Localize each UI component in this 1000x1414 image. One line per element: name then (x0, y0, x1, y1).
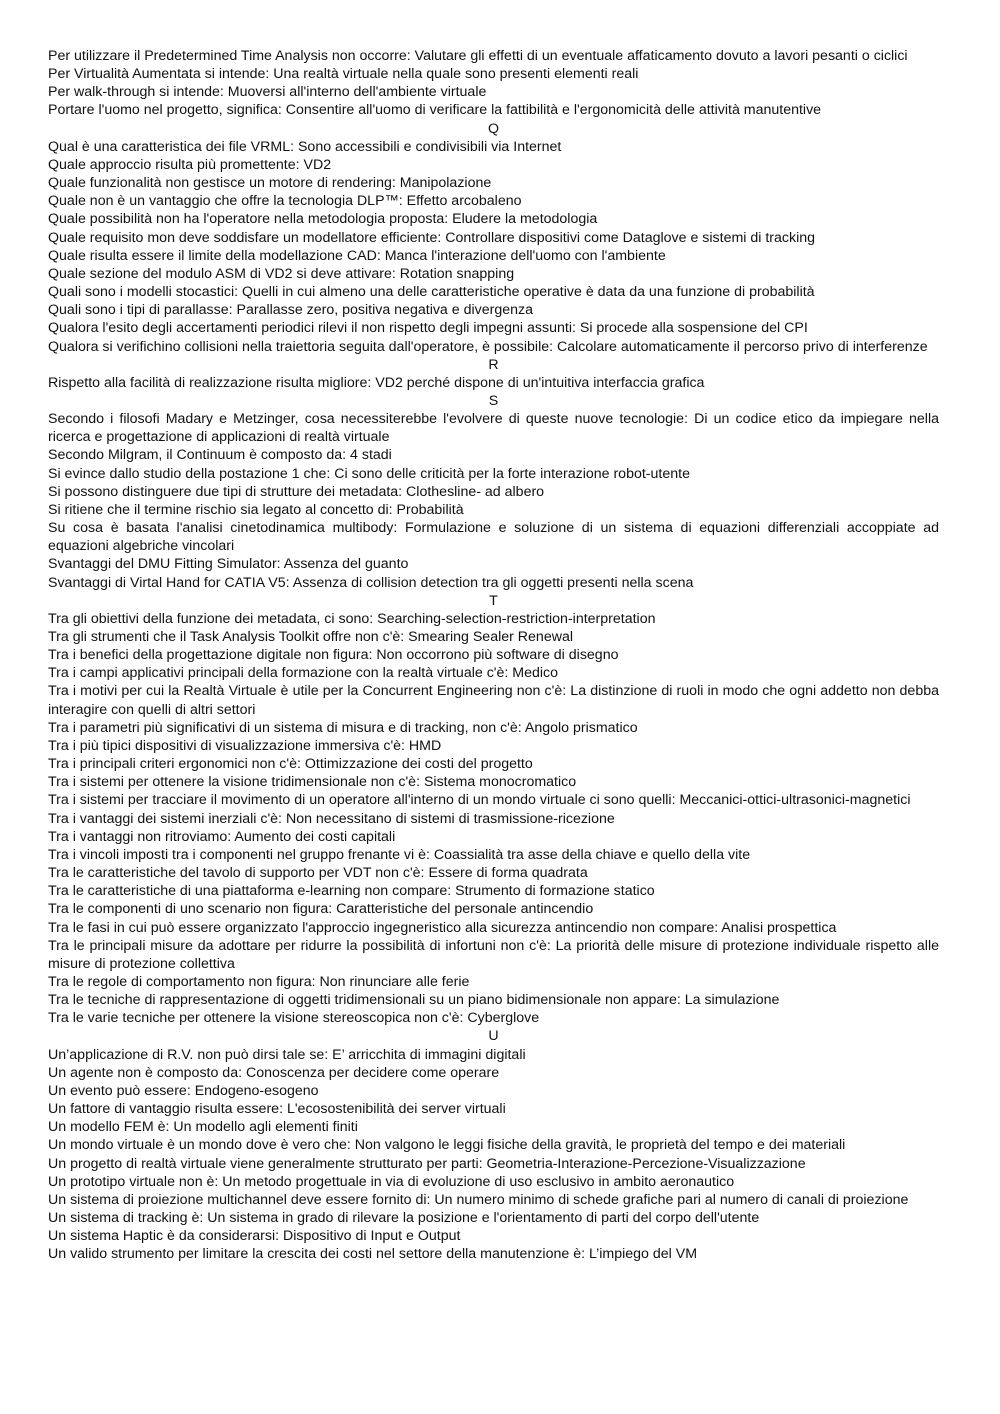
qa-entry: Si ritiene che il termine rischio sia legato al concetto di: Probabilità (48, 501, 464, 518)
qa-entry: Tra i vantaggi dei sistemi inerziali c'è: Non necessitano di sistemi di trasmissione-ricezione (48, 810, 615, 827)
qa-entry: Quali sono i modelli stocastici: Quelli in cui almeno una delle caratteristiche operative è data da una funzione di probabilità (48, 284, 815, 301)
qa-entry: Tra i vincoli imposti tra i componenti nel gruppo frenante vi è: Coassialità tra asse della chiave e quello della vite (48, 846, 751, 863)
document-body (48, 47, 939, 1263)
qa-entry: Tra le caratteristiche di una piattaforma e-learning non compare: Strumento di formazione statico (48, 883, 655, 900)
qa-entry: Un progetto di realtà virtuale viene generalmente strutturato per parti: Geometria-Interazione-Percezione-Visualizzazione (48, 1155, 806, 1172)
qa-entry: Secondo Milgram, il Continuum è composto da: 4 stadi (48, 447, 392, 464)
qa-entry: Tra i principali criteri ergonomici non c'è: Ottimizzazione dei costi del progetto (48, 756, 533, 773)
qa-entry: Quale requisito mon deve soddisfare un modellatore efficiente: Controllare dispositivi come Dataglove e sistemi di tracking (48, 229, 816, 246)
qa-entry: Tra i sistemi per ottenere la visione tridimensionale non c'è: Sistema monocromatico (48, 774, 577, 791)
qa-entry: Quale possibilità non ha l'operatore nella metodologia proposta: Eludere la metodologia (48, 211, 598, 228)
qa-entry: Per utilizzare il Predetermined Time Analysis non occorre: Valutare gli effetti di un eventuale affaticamento dovuto a lavori pesanti o ciclici (48, 48, 908, 64)
qa-entry: Rispetto alla facilità di realizzazione risulta migliore: VD2 perché dispone di un'intuitiva interfaccia grafica (48, 374, 705, 391)
qa-entry: Un’applicazione di R.V. non può dirsi tale se: E’ arricchita di immagini digitali (48, 1046, 526, 1063)
qa-entry: Quale approccio risulta più promettente: VD2 (48, 156, 332, 173)
qa-entry: Un sistema di proiezione multichannel deve essere fornito di: Un numero minimo di schede grafiche pari al numero di canali di proiezione (48, 1191, 909, 1208)
qa-entry: Tra i più tipici dispositivi di visualizzazione immersiva c'è: HMD (48, 737, 442, 754)
qa-entry: Svantaggi di Virtal Hand for CATIA V5: Assenza di collision detection tra gli oggetti presenti nella scena (48, 574, 694, 591)
qa-entry: Tra le varie tecniche per ottenere la visione stereoscopica non c'è: Cyberglove (48, 1010, 540, 1027)
qa-entry: Tra i parametri più significativi di un sistema di misura e di tracking, non c'è: Angolo prismatico (48, 719, 638, 736)
qa-entry: Qual è una caratteristica dei file VRML: Sono accessibili e condivisibili via Internet (48, 138, 562, 155)
qa-entry: Tra le caratteristiche del tavolo di supporto per VDT non c'è: Essere di forma quadrata (48, 865, 588, 882)
qa-entry: Secondo i filosofi Madary e Metzinger, cosa necessiterebbe l'evolvere di queste nuove tecnologie: Di un codice etico da impiegare nella ricerca e progettazione di applicazioni di realtà virtuale (48, 411, 939, 446)
qa-entry: Un sistema di tracking è: Un sistema in grado di rilevare la posizione e l'orientamento di parti del corpo dell'utente (48, 1210, 760, 1226)
qa-entry: Un evento può essere: Endogeno-esogeno (48, 1082, 319, 1099)
qa-entry: Si possono distinguere due tipi di strutture dei metadata: Clothesline- ad albero (48, 483, 545, 500)
section-letter: T (489, 592, 498, 609)
qa-entry: Portare l'uomo nel progetto, significa: Consentire all'uomo di verificare la fattibilità e l'ergonomicità delle attività manutentive (48, 102, 822, 119)
qa-entry: Un agente non è composto da: Conoscenza per decidere come operare (48, 1064, 500, 1081)
qa-entry: Tra i sistemi per tracciare il movimento di un operatore all'interno di un mondo virtuale ci sono quelli: Meccanici-ottici-ultrasonici-magnetici (48, 792, 911, 809)
qa-entry: Svantaggi del DMU Fitting Simulator: Assenza del guanto (48, 556, 409, 573)
qa-entry: Qualora l'esito degli accertamenti periodici rilevi il non rispetto degli impegni assunti: Si procede alla sospensione del CPI (48, 320, 808, 337)
qa-entry: Quale funzionalità non gestisce un motore di rendering: Manipolazione (48, 175, 492, 192)
qa-entry: Un prototipo virtuale non è: Un metodo progettuale in via di evoluzione di uso esclusivo in ambito aeronautico (48, 1173, 735, 1190)
section-letter: R (488, 356, 499, 373)
qa-entry: Quale risulta essere il limite della modellazione CAD: Manca l'interazione dell'uomo con l'ambiente (48, 247, 666, 264)
qa-entry: Per Virtualità Aumentata si intende: Una realtà virtuale nella quale sono presenti elementi reali (48, 66, 639, 83)
qa-entry: Per walk-through si intende: Muoversi all'interno dell'ambiente virtuale (48, 84, 487, 101)
qa-entry: Tra gli obiettivi della funzione dei metadata, ci sono: Searching-selection-restriction-interpretation (48, 610, 656, 627)
section-letter: U (488, 1028, 499, 1045)
qa-entry: Un mondo virtuale è un mondo dove è vero che: Non valgono le leggi fisiche della gravità, le proprietà del tempo e dei materiali (48, 1137, 846, 1154)
qa-entry: Un modello FEM è: Un modello agli elementi finiti (48, 1119, 358, 1136)
qa-entry: Tra i campi applicativi principali della formazione con la realtà virtuale c'è: Medico (48, 665, 559, 682)
qa-entry: Tra le componenti di uno scenario non figura: Caratteristiche del personale antincendio (48, 901, 594, 918)
qa-entry: Tra le regole di comportamento non figura: Non rinunciare alle ferie (48, 973, 470, 990)
qa-entry: Si evince dallo studio della postazione 1 che: Ci sono delle criticità per la forte interazione robot-utente (48, 465, 690, 482)
qa-entry: Tra i benefici della progettazione digitale non figura: Non occorrono più software di disegno (48, 647, 619, 664)
qa-entry: Su cosa è basata l'analisi cinetodinamica multibody: Formulazione e soluzione di un sistema di equazioni differenziali accoppiate ad equazioni algebriche vincolari (48, 520, 939, 555)
qa-entry: Tra le fasi in cui può essere organizzato l'approccio ingegneristico alla sicurezza antincendio non compare: Analisi prospettica (48, 919, 837, 936)
qa-entry: Un sistema Haptic è da considerarsi: Dispositivo di Input e Output (48, 1228, 461, 1245)
section-letter: S (488, 392, 499, 409)
qa-entry: Qualora si verifichino collisioni nella traiettoria seguita dall'operatore, è possibile: Calcolare automaticamente il percorso privo di interferenze (48, 338, 928, 355)
qa-entry: Quale non è un vantaggio che offre la tecnologia DLP™: Effetto arcobaleno (48, 193, 522, 210)
qa-entry: Quali sono i tipi di parallasse: Parallasse zero, positiva negativa e divergenza (48, 302, 534, 319)
qa-entry: Tra le tecniche di rappresentazione di oggetti tridimensionali su un piano bidimensionale non appare: La simulazione (48, 992, 780, 1009)
qa-entry: Tra gli strumenti che il Task Analysis Toolkit offre non c'è: Smearing Sealer Renewal (48, 629, 574, 645)
qa-entry: Quale sezione del modulo ASM di VD2 si deve attivare: Rotation snapping (48, 265, 515, 282)
qa-entry: Un fattore di vantaggio risulta essere: L'ecosostenibilità dei server virtuali (48, 1101, 506, 1118)
qa-entry: Tra i vantaggi non ritroviamo: Aumento dei costi capitali (48, 828, 396, 845)
qa-entry: Tra le principali misure da adottare per ridurre la possibilità di infortuni non c'è: La priorità delle misure di protezione individuale rispetto alle misure di protezione collettiva (48, 937, 939, 972)
section-letter: Q (487, 120, 500, 137)
qa-entry: Tra i motivi per cui la Realtà Virtuale è utile per la Concurrent Engineering non c'è: La distinzione di ruoli in modo che ogni addetto non debba interagire con quelli di altri settori (48, 683, 939, 718)
qa-entry: Un valido strumento per limitare la crescita dei costi nel settore della manutenzione è: L’impiego del VM (48, 1246, 698, 1263)
